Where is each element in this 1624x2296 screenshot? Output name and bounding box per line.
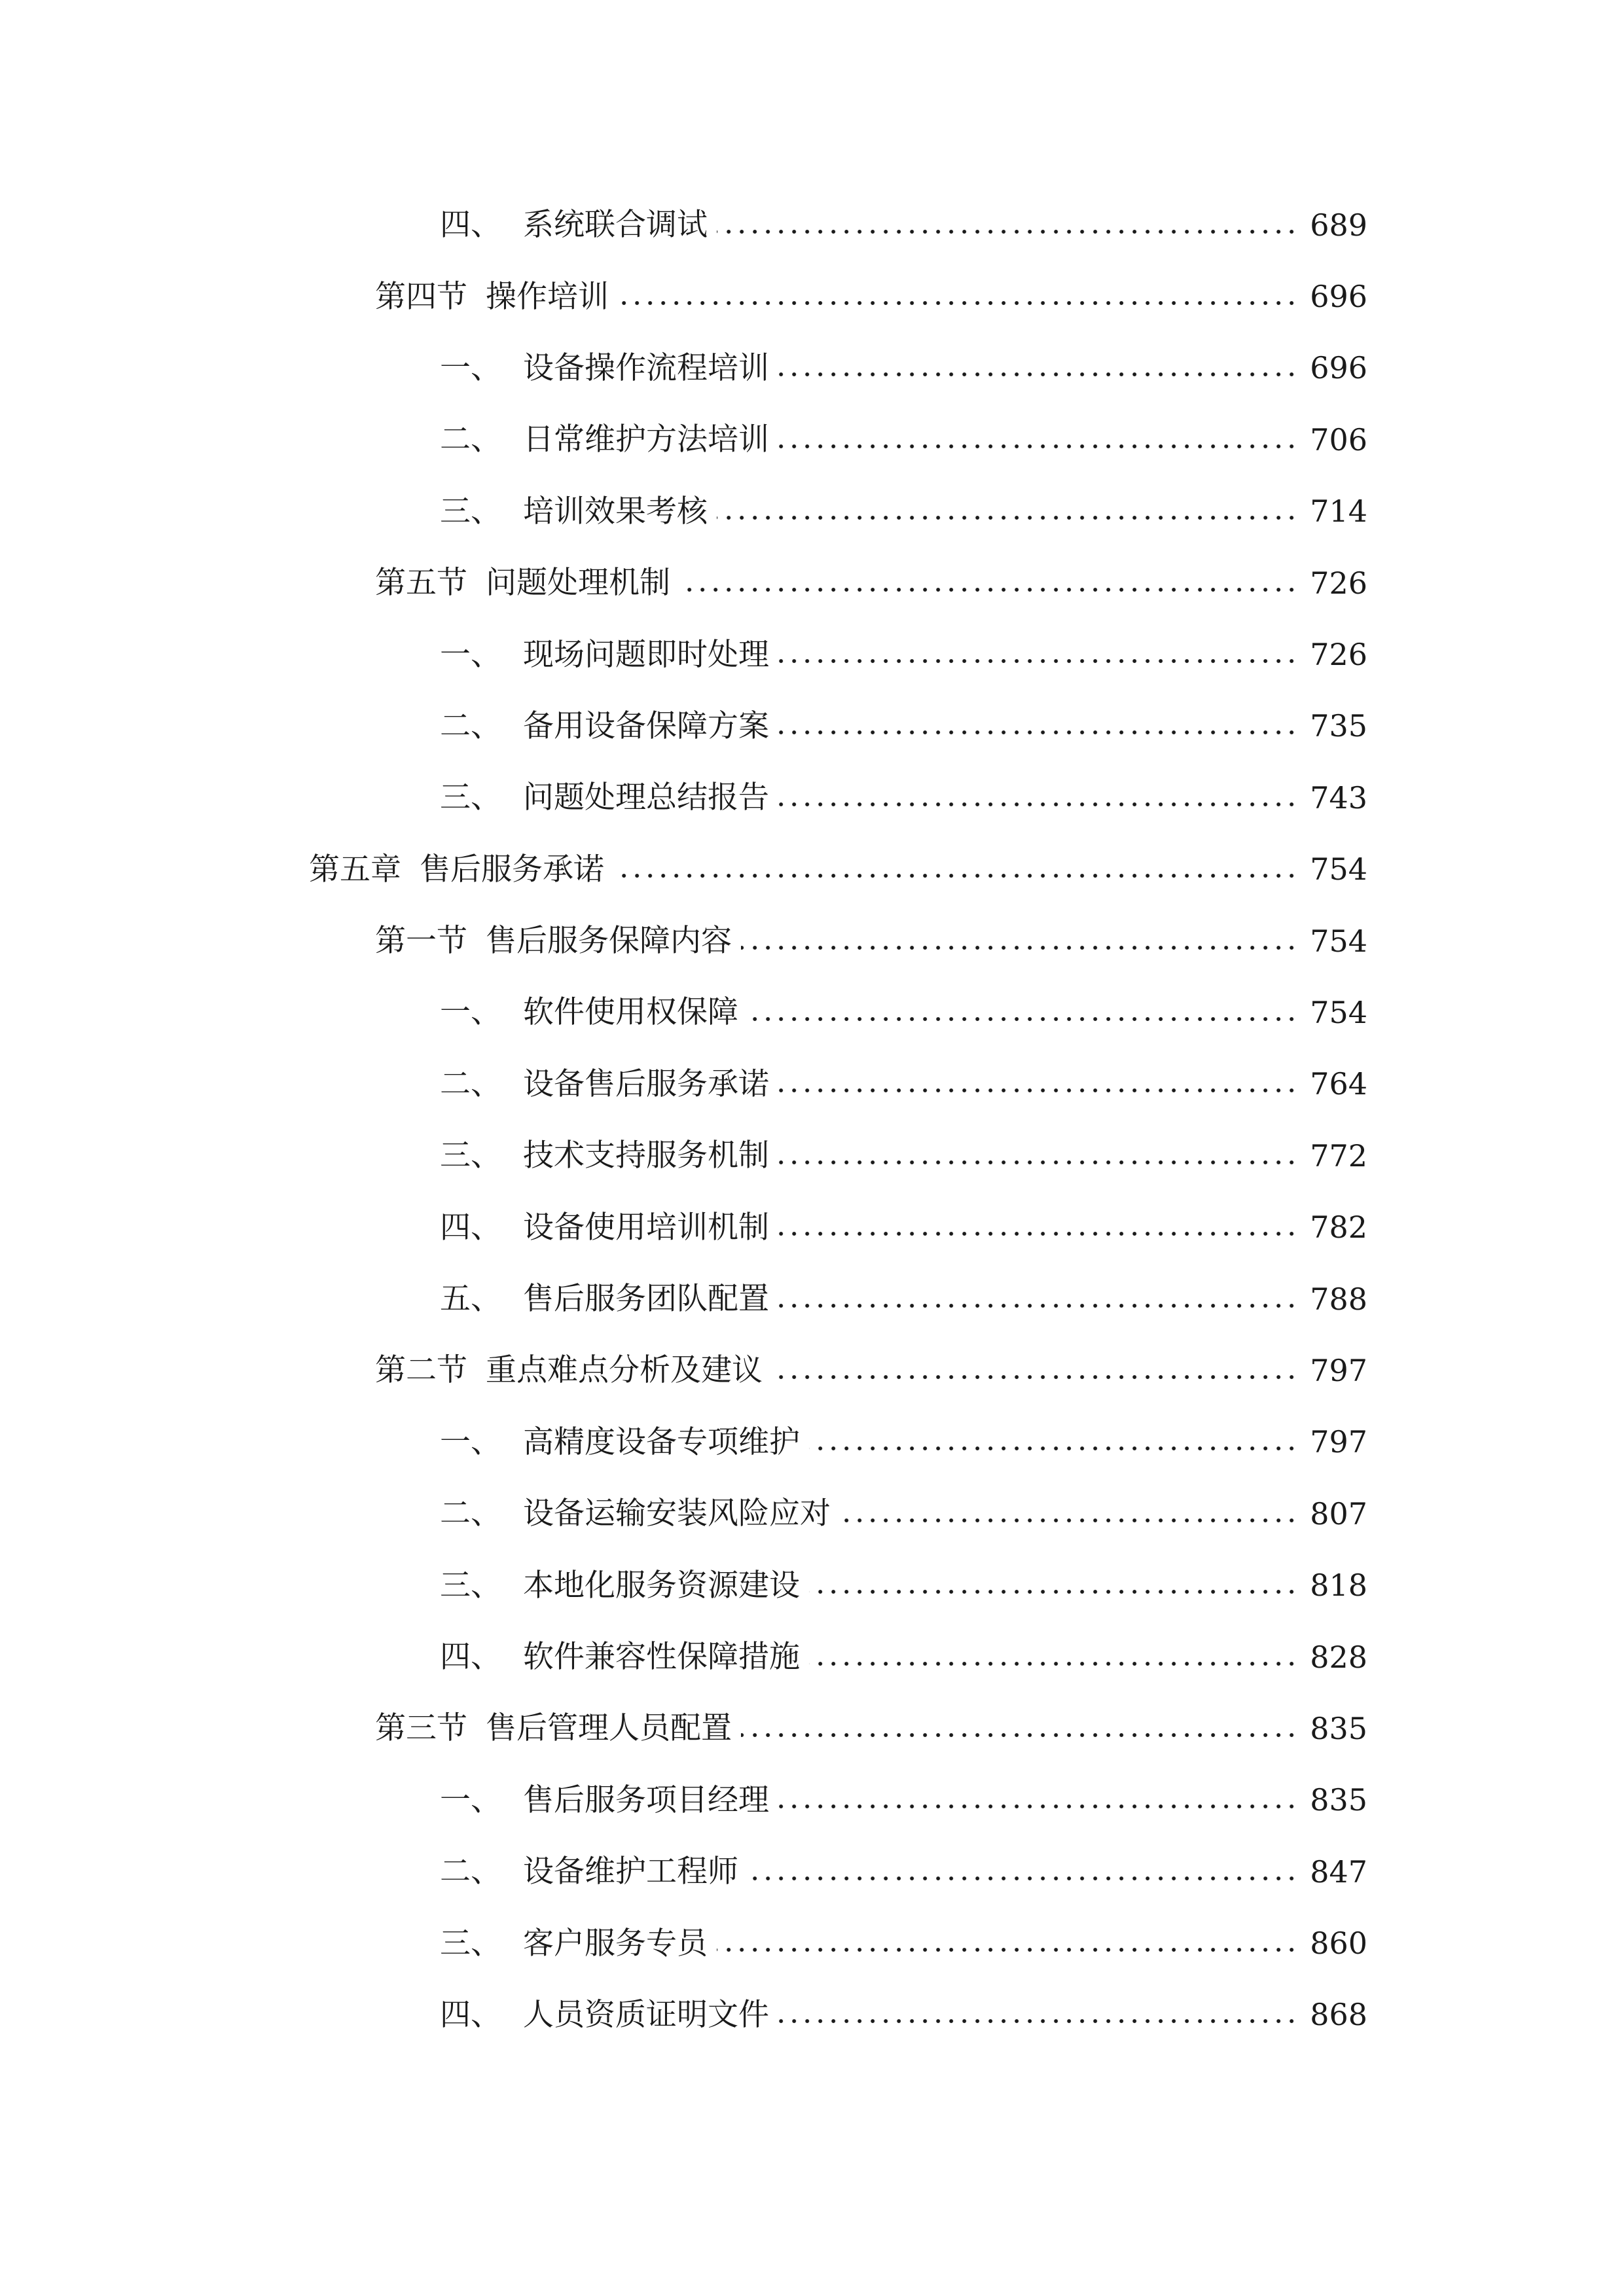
toc-entry[interactable] (0, 1335, 1624, 1406)
toc-entry-title: 重点难点分析及建议 (486, 1352, 763, 1389)
toc-entry-title: 高精度设备专项维护 (523, 1424, 800, 1460)
dot-leader (840, 1514, 1298, 1527)
toc-entry-page: 735 (1310, 708, 1367, 744)
toc-entry-number: 三、 (440, 493, 501, 529)
toc-entry-number: 一、 (440, 994, 501, 1031)
toc-entry-title: 操作培训 (486, 278, 609, 315)
toc-entry[interactable] (0, 1765, 1624, 1836)
toc-entry-number: 四、 (440, 1209, 501, 1246)
dot-leader (778, 1299, 1298, 1312)
toc-entry-number: 第一节 (375, 923, 467, 960)
toc-entry-number: 一、 (440, 1782, 501, 1818)
toc-entry-number: 第五章 (309, 851, 401, 888)
dot-leader (772, 1371, 1298, 1384)
toc-entry-number: 二、 (440, 422, 501, 458)
toc-entry-page: 818 (1310, 1568, 1367, 1604)
toc-entry-page: 797 (1310, 1352, 1367, 1388)
toc-entry-number: 二、 (440, 1496, 501, 1532)
toc-entry[interactable] (0, 691, 1624, 762)
dot-leader (778, 1800, 1298, 1813)
toc-entry-title: 技术支持服务机制 (523, 1138, 769, 1174)
toc-entry[interactable] (0, 762, 1624, 833)
toc-entry-title: 人员资质证明文件 (523, 1996, 769, 2033)
toc-entry-title: 软件使用权保障 (523, 994, 738, 1031)
toc-entry[interactable] (0, 977, 1624, 1048)
toc-entry-number: 二、 (440, 1854, 501, 1890)
toc-entry-number: 第二节 (375, 1352, 467, 1389)
dot-leader (778, 655, 1298, 668)
toc-entry[interactable] (0, 1836, 1624, 1907)
toc-entry-title: 培训效果考核 (523, 493, 708, 529)
toc-entry[interactable] (0, 619, 1624, 690)
toc-entry[interactable] (0, 1979, 1624, 2051)
toc-entry[interactable] (0, 404, 1624, 475)
toc-entry-title: 设备售后服务承诺 (523, 1066, 769, 1102)
dot-leader (618, 296, 1298, 310)
toc-entry-title: 系统联合调试 (523, 207, 708, 243)
toc-entry[interactable] (0, 1120, 1624, 1191)
toc-entry[interactable] (0, 332, 1624, 404)
toc-entry-page: 828 (1310, 1639, 1367, 1675)
toc-entry-title: 售后服务承诺 (420, 851, 604, 888)
toc-entry-number: 二、 (440, 1066, 501, 1102)
dot-leader (613, 869, 1298, 882)
toc-entry-page: 782 (1310, 1210, 1367, 1246)
toc-entry[interactable] (0, 1693, 1624, 1764)
toc-entry[interactable] (0, 905, 1624, 977)
dot-leader (778, 368, 1298, 381)
toc-entry-title: 问题处理总结报告 (523, 780, 769, 816)
toc-entry-title: 售后服务团队配置 (523, 1281, 769, 1318)
toc-entry-title: 备用设备保障方案 (523, 708, 769, 744)
toc-entry-title: 售后服务项目经理 (523, 1782, 769, 1818)
toc-entry-page: 743 (1310, 780, 1367, 816)
toc-entry-number: 一、 (440, 350, 501, 386)
dot-leader (717, 1943, 1298, 1956)
toc-entry-title: 软件兼容性保障措施 (523, 1639, 800, 1675)
dot-leader (717, 511, 1298, 524)
toc-entry-number: 三、 (440, 780, 501, 816)
toc-entry[interactable] (0, 1263, 1624, 1335)
toc-entry-page: 807 (1310, 1496, 1367, 1532)
toc-entry-title: 日常维护方法培训 (523, 422, 769, 458)
toc-entry[interactable] (0, 189, 1624, 260)
toc-entry[interactable] (0, 260, 1624, 332)
toc-entry-number: 一、 (440, 636, 501, 673)
dot-leader (778, 1156, 1298, 1169)
toc-entry-page: 835 (1310, 1782, 1367, 1818)
toc-entry-title: 设备运输安装风险应对 (523, 1496, 831, 1532)
toc-entry[interactable] (0, 1478, 1624, 1549)
toc-entry-title: 设备操作流程培训 (523, 350, 769, 386)
toc-entry-number: 一、 (440, 1424, 501, 1460)
dot-leader (748, 1872, 1298, 1885)
toc-entry-title: 设备使用培训机制 (523, 1209, 769, 1246)
dot-leader (809, 1585, 1298, 1598)
toc-entry-page: 754 (1310, 994, 1367, 1030)
toc-entry-number: 四、 (440, 1639, 501, 1675)
toc-entry-number: 二、 (440, 708, 501, 744)
dot-leader (778, 1084, 1298, 1097)
dot-leader (778, 2015, 1298, 2028)
toc-entry-number: 第五节 (375, 565, 467, 601)
dot-leader (778, 1227, 1298, 1240)
dot-leader (809, 1657, 1298, 1670)
toc-entry-number: 三、 (440, 1925, 501, 1962)
toc-entry[interactable] (0, 1049, 1624, 1120)
toc-entry-title: 现场问题即时处理 (523, 636, 769, 673)
toc-entry-number: 四、 (440, 1996, 501, 2033)
dot-leader (741, 1729, 1298, 1742)
dot-leader (809, 1442, 1298, 1455)
toc-entry-number: 三、 (440, 1138, 501, 1174)
dot-leader (748, 1013, 1298, 1026)
toc-entry-page: 754 (1310, 852, 1367, 888)
toc-entry-title: 售后管理人员配置 (486, 1710, 732, 1747)
toc-entry-title: 问题处理机制 (486, 565, 670, 601)
toc-entry-number: 第三节 (375, 1710, 467, 1747)
dot-leader (778, 440, 1298, 453)
dot-leader (741, 941, 1298, 954)
dot-leader (717, 225, 1298, 238)
toc-entry[interactable] (0, 476, 1624, 547)
dot-leader (778, 798, 1298, 811)
toc-entry[interactable] (0, 547, 1624, 619)
toc-entry[interactable] (0, 1549, 1624, 1621)
toc-entry-page: 797 (1310, 1424, 1367, 1460)
table-of-contents (0, 189, 1624, 2051)
dot-leader (679, 583, 1298, 596)
toc-entry-page: 788 (1310, 1281, 1367, 1317)
toc-entry-page: 860 (1310, 1926, 1367, 1962)
toc-entry-page: 714 (1310, 493, 1367, 529)
toc-entry-title: 客户服务专员 (523, 1925, 708, 1962)
toc-entry[interactable] (0, 1407, 1624, 1478)
toc-entry-title: 本地化服务资源建设 (523, 1567, 800, 1604)
toc-entry-page: 696 (1310, 350, 1367, 386)
toc-entry-page: 696 (1310, 279, 1367, 315)
toc-entry[interactable] (0, 1191, 1624, 1263)
toc-entry-title: 售后服务保障内容 (486, 923, 732, 960)
toc-entry-title: 设备维护工程师 (523, 1854, 738, 1890)
toc-entry-page: 868 (1310, 1997, 1367, 2033)
toc-entry-page: 847 (1310, 1854, 1367, 1890)
toc-entry-page: 754 (1310, 923, 1367, 959)
toc-entry[interactable] (0, 1907, 1624, 1979)
toc-entry-page: 726 (1310, 637, 1367, 673)
toc-entry[interactable] (0, 1621, 1624, 1693)
toc-entry-page: 835 (1310, 1710, 1367, 1746)
toc-entry-number: 四、 (440, 207, 501, 243)
toc-entry-number: 五、 (440, 1281, 501, 1318)
dot-leader (778, 726, 1298, 739)
toc-entry-page: 726 (1310, 565, 1367, 601)
toc-entry-number: 第四节 (375, 278, 467, 315)
toc-entry-number: 三、 (440, 1567, 501, 1604)
toc-entry-page: 772 (1310, 1138, 1367, 1174)
toc-entry-page: 764 (1310, 1066, 1367, 1102)
toc-entry-page: 706 (1310, 422, 1367, 457)
toc-entry-page: 689 (1310, 207, 1367, 243)
toc-entry[interactable] (0, 834, 1624, 905)
